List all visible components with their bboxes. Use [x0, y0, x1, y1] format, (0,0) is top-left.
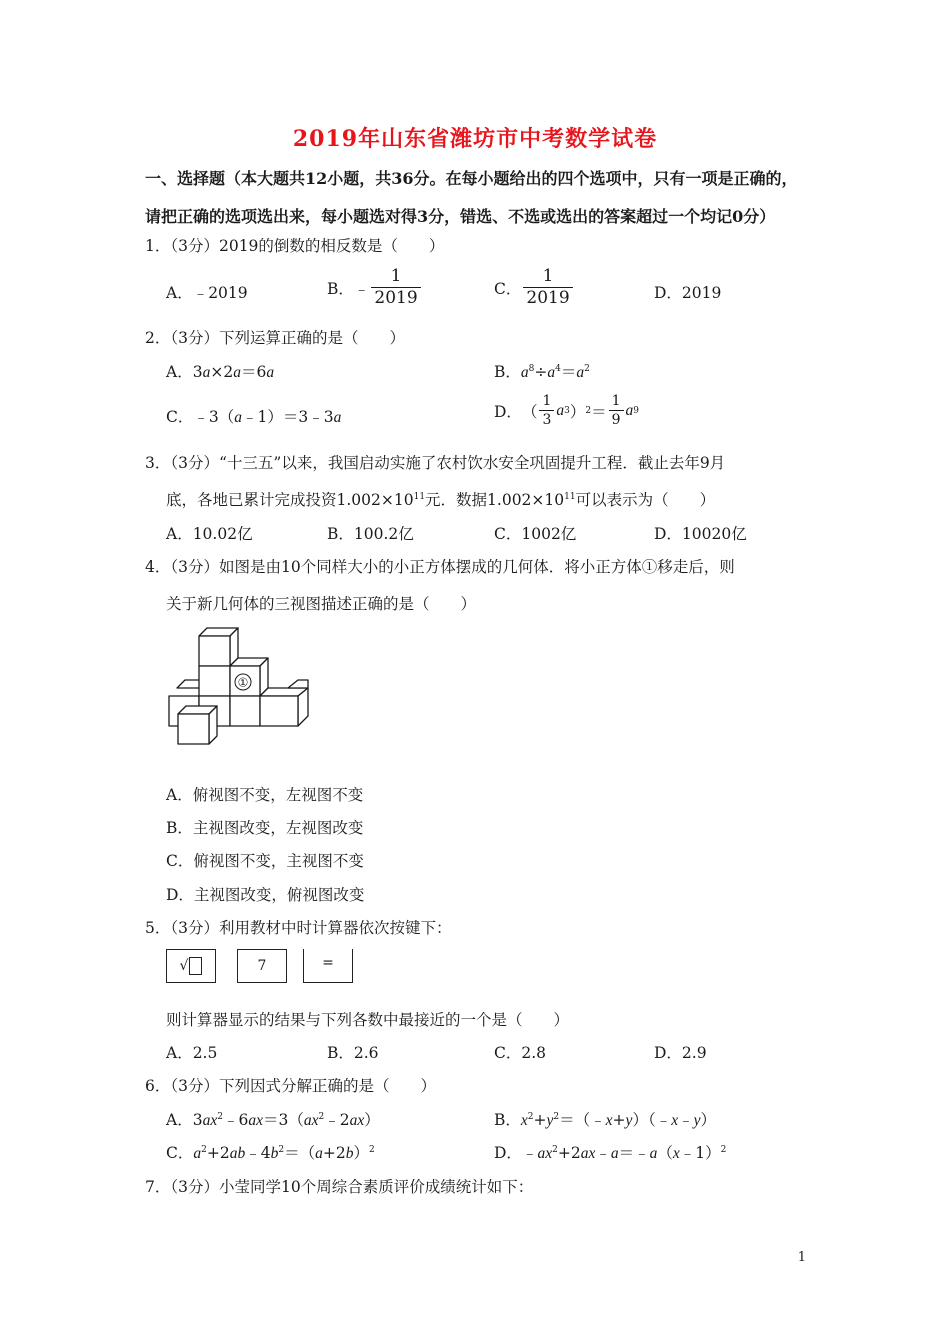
- calculator-sqrt-key: [166, 949, 216, 983]
- q6-option-a-label: A．: [166, 1111, 193, 1129]
- calculator-equals-key: =: [303, 949, 353, 983]
- q1-option-b-numerator: 1: [390, 266, 402, 286]
- q2-option-a-label: A．: [166, 363, 193, 381]
- q3-option-b: B．100.2亿: [327, 525, 414, 543]
- q3-line2: [166, 488, 715, 510]
- q3-line2-post: 可以表示为（ ）: [575, 491, 716, 509]
- q1-option-a: A．﹣2019: [166, 284, 248, 302]
- q5-stem: 5．（3分）利用教材中时计算器依次按键下：: [145, 919, 452, 937]
- q6-option-c: C．$a^2+2ab﹣4b^2=(a+2b)^2$: [166, 1144, 375, 1162]
- q6-stem: 6．（3分）下列因式分解正确的是（ ）: [145, 1077, 436, 1095]
- page-title: 2019年山东省潍坊市中考数学试卷: [292, 126, 658, 152]
- q4-line2: 关于新几何体的三视图描述正确的是（ ）: [166, 595, 477, 613]
- q4-option-d: D．主视图改变，俯视图改变: [166, 886, 365, 904]
- q6-option-d: D．$﹣ax^2+2ax﹣a=﹣a(x﹣1)^2$: [494, 1144, 727, 1162]
- q6-option-d-label: D．: [494, 1144, 522, 1162]
- q2-option-a: A．3a×2a＝6a: [166, 363, 275, 381]
- page-number: 1: [797, 1250, 806, 1265]
- q2-option-d-fraction-2: $\frac{1}{9}$: [609, 394, 624, 427]
- q2-option-c: C．﹣3（a﹣1）＝3﹣3a: [166, 408, 342, 426]
- q6-option-b-label: B．: [494, 1111, 521, 1129]
- q7-stem: 7．（3分）小莹同学10个周综合素质评价成绩统计如下：: [145, 1178, 534, 1196]
- q2-option-d-fraction-1: $\frac{1}{3}$: [539, 394, 554, 427]
- cube-label: ①: [237, 675, 249, 690]
- q4-option-c: C．俯视图不变，主视图不变: [166, 852, 364, 870]
- q3-line2-pre: 底，各地已累计完成投资1.002×10: [166, 491, 414, 509]
- q2-option-b-label: B．: [494, 363, 521, 381]
- section-instructions-line2: 请把正确的选项选出来，每小题选对得3分，错选、不选或选出的答案超过一个均记0分）: [145, 207, 776, 226]
- q6-option-a: A．$3ax^2﹣6ax=3(ax^2﹣2ax)$: [166, 1111, 380, 1129]
- q5-line2: 则计算器显示的结果与下列各数中最接近的一个是（ ）: [166, 1011, 570, 1029]
- q5-option-b: B．2.6: [327, 1044, 379, 1062]
- section-instructions-line1: 一、选择题（本大题共12小题，共36分。在每小题给出的四个选项中，只有一项是正确的，: [145, 169, 798, 188]
- q3-option-d: D．10020亿: [654, 525, 747, 543]
- q3-exponent-2: 11: [564, 491, 576, 502]
- calculator-seven-key: 7: [237, 949, 287, 983]
- sqrt-icon: [180, 957, 203, 975]
- q5-option-d: D．2.9: [654, 1044, 707, 1062]
- q4-option-b: B．主视图改变，左视图改变: [166, 819, 364, 837]
- q2-stem: 2．（3分）下列运算正确的是（ ）: [145, 329, 405, 347]
- q1-option-c-numerator: 1: [542, 266, 554, 286]
- q3-exponent-1: 11: [413, 491, 426, 502]
- q1-option-b-fraction: [371, 268, 420, 307]
- q3-option-c: C．1002亿: [494, 525, 577, 543]
- q3-line2-mid: 元．数据1.002×10: [425, 491, 565, 509]
- q5-option-a: A．2.5: [166, 1044, 218, 1062]
- q1-option-c-denominator: 2019: [523, 287, 572, 307]
- q1-option-c-prefix: C．: [494, 279, 522, 298]
- q1-option-c-fraction: [523, 268, 572, 307]
- q1-stem: 1．（3分）2019的倒数的相反数是（ ）: [145, 237, 445, 255]
- q1-option-b-denominator: 2019: [371, 287, 420, 307]
- q3-option-a: A．10.02亿: [166, 525, 253, 543]
- q2-option-c-label: C．: [166, 408, 194, 426]
- q1-option-d: D．2019: [654, 284, 722, 302]
- q6-option-b: B．$x^2+y^2=(﹣x+y)(﹣x﹣y)$: [494, 1111, 717, 1129]
- sqrt-key-symbol: √: [179, 958, 189, 974]
- q4-option-a: A．俯视图不变，左视图不变: [166, 786, 364, 804]
- q1-option-b: [327, 268, 423, 307]
- q1-option-c: [494, 268, 575, 307]
- cube-figure: [160, 620, 320, 750]
- q4-line1: 4．（3分）如图是由10个同样大小的小正方体摆成的几何体．将小正方体①移走后，则: [145, 558, 735, 576]
- q1-option-b-prefix: B．﹣: [327, 279, 370, 298]
- q2-option-d: D． （ $\frac{1}{3}$ a 3 ） 2 ＝ $\frac{1}{9}$ a 9: [494, 393, 640, 428]
- q3-line1: 3．（3分）“十三五”以来，我国启动实施了农村饮水安全巩固提升工程．截止去年9月: [145, 454, 726, 472]
- q6-option-c-label: C．: [166, 1144, 194, 1162]
- q2-option-b: B．$a^8\div a^4=a^2$: [494, 363, 590, 381]
- q5-option-c: C．2.8: [494, 1044, 547, 1062]
- q2-option-d-label: D．: [494, 402, 522, 421]
